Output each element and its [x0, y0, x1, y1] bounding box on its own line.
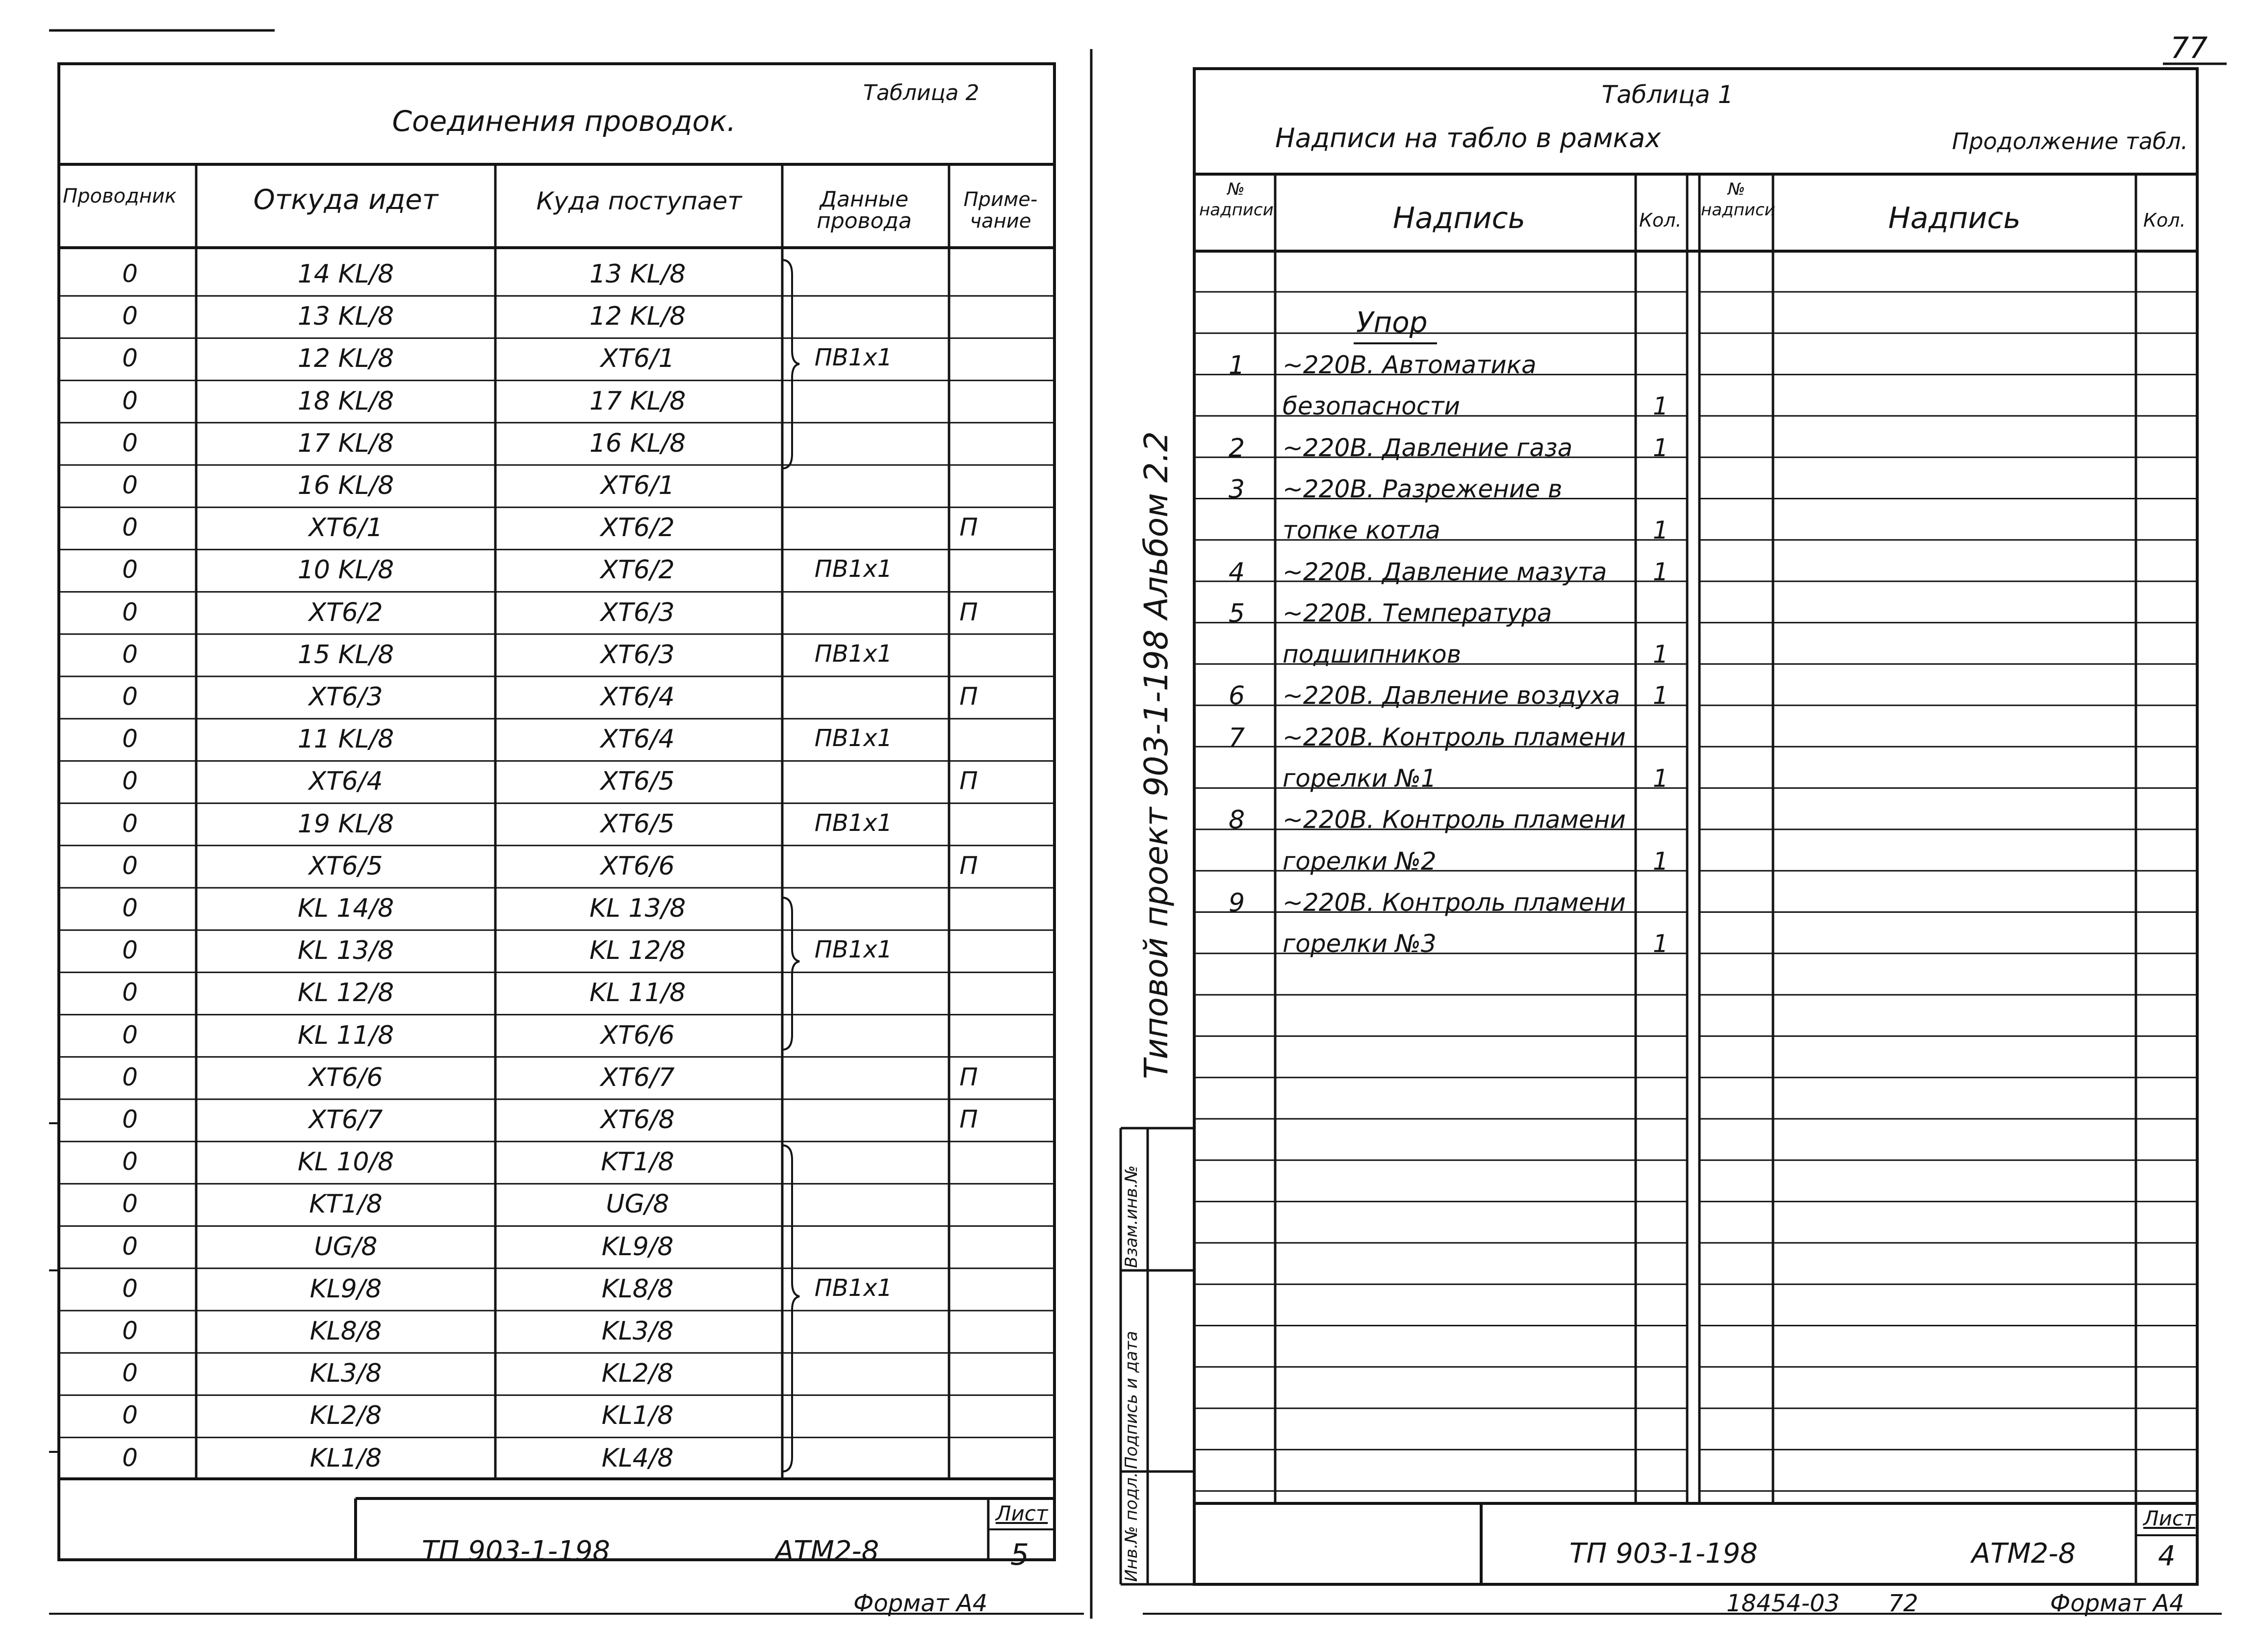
cell-wire: 0 [122, 1020, 138, 1049]
cell-wire: 0 [122, 851, 138, 880]
page-number: 77 [2170, 31, 2208, 65]
cell-from: KL 11/8 [297, 1020, 394, 1050]
cell-wire: 0 [122, 1401, 138, 1430]
cell-from: XT6/2 [308, 597, 383, 627]
cell-data: ПВ1х1 [814, 640, 893, 668]
header-from: Откуда идет [253, 184, 438, 216]
cell-wire: 0 [122, 259, 138, 288]
cell-to: KL2/8 [601, 1359, 674, 1389]
cell-from: XT6/6 [308, 1062, 383, 1092]
cell-text: подшипников [1283, 640, 1462, 669]
cell-to: XT6/4 [600, 682, 675, 712]
header-no-2: № надписи [1701, 180, 1775, 220]
stamp-code: АТМ2-8 [1972, 1538, 2076, 1570]
stamp-project: ТП 903-1-198 [422, 1535, 610, 1567]
cell-text: ~220В. Разрежение в [1283, 474, 1563, 503]
header-wire-data: Данные провода [817, 187, 912, 233]
cell-wire: 0 [122, 344, 138, 373]
cell-qty: 1 [1653, 392, 1669, 421]
cell-no: 6 [1229, 681, 1245, 711]
cell-note: П [959, 597, 978, 626]
cell-from: 12 KL/8 [297, 344, 394, 374]
cell-qty: 1 [1653, 640, 1669, 669]
cell-to: KL1/8 [601, 1401, 674, 1431]
cell-note: П [959, 1062, 978, 1091]
cell-no: 8 [1229, 805, 1245, 835]
cell-wire: 0 [122, 767, 138, 796]
cell-text: горелки №2 [1283, 847, 1437, 876]
cell-to: XT6/5 [600, 767, 675, 797]
table-label: Таблица 1 [1601, 80, 1734, 109]
cell-wire: 0 [122, 302, 138, 331]
cell-wire: 0 [122, 471, 138, 499]
cell-from: XT6/3 [308, 682, 383, 712]
cell-note: П [959, 851, 978, 880]
cell-from: KL 10/8 [297, 1147, 394, 1177]
cell-to: 16 KL/8 [589, 428, 686, 458]
cell-to: 17 KL/8 [589, 386, 686, 416]
cell-text: горелки №1 [1283, 764, 1437, 793]
margin-label-signature: Подпись и дата [1122, 1331, 1141, 1469]
cell-from: KL2/8 [309, 1401, 382, 1431]
cell-data: ПВ1х1 [814, 344, 893, 372]
cell-qty: 1 [1653, 929, 1669, 958]
cell-to: XT6/3 [600, 597, 675, 627]
cell-note: П [959, 513, 978, 542]
cell-to: XT6/1 [600, 344, 675, 374]
cell-from: KL 12/8 [297, 978, 394, 1008]
cell-wire: 0 [122, 1147, 138, 1176]
sheet-title: Соединения проводок. [392, 104, 736, 138]
cell-qty: 1 [1653, 516, 1669, 545]
cell-text: ~220В. Контроль пламени [1283, 805, 1626, 834]
cell-wire: 0 [122, 513, 138, 542]
cell-from: 10 KL/8 [297, 555, 394, 585]
cell-from: KL1/8 [309, 1443, 382, 1473]
cell-from: XT6/1 [308, 513, 383, 543]
format-label: Формат А4 [2050, 1590, 2184, 1617]
cell-from: XT6/5 [308, 851, 383, 881]
cell-no: 7 [1229, 723, 1245, 752]
cell-text: ~220В. Давление мазута [1283, 557, 1607, 586]
cell-no: 4 [1229, 557, 1245, 587]
cell-text: горелки №3 [1283, 929, 1437, 958]
cell-no: 1 [1229, 351, 1245, 380]
cell-to: KL 11/8 [589, 978, 686, 1008]
cell-from: KL8/8 [309, 1316, 382, 1346]
cell-to: KL 12/8 [589, 936, 686, 966]
cell-from: KL 13/8 [297, 936, 394, 966]
cell-to: XT6/8 [600, 1105, 675, 1135]
margin-label-replaced: Взам.инв.№ [1122, 1165, 1141, 1268]
format-label: Формат А4 [853, 1590, 988, 1617]
header-qty-2: Кол. [2143, 209, 2186, 231]
cell-no: 3 [1229, 474, 1245, 504]
cell-wire: 0 [122, 1189, 138, 1218]
cell-qty: 1 [1653, 433, 1669, 462]
header-wire: Проводник [63, 185, 177, 207]
cell-wire: 0 [122, 428, 138, 457]
cell-from: 18 KL/8 [297, 386, 394, 416]
cell-text: безопасности [1283, 392, 1460, 421]
cell-wire: 0 [122, 597, 138, 626]
cell-from: 13 KL/8 [297, 302, 394, 332]
cell-qty: 1 [1653, 764, 1669, 793]
cell-data: ПВ1х1 [814, 724, 893, 752]
cell-from: XT6/4 [308, 767, 383, 797]
cell-wire: 0 [122, 1359, 138, 1388]
cell-text: ~220В. Автоматика [1283, 351, 1537, 379]
stamp-sheet-label: Лист [2143, 1506, 2196, 1530]
cell-wire: 0 [122, 936, 138, 965]
cell-from: KT1/8 [309, 1189, 383, 1219]
cell-qty: 1 [1653, 847, 1669, 876]
cell-no: 2 [1229, 433, 1245, 463]
cell-from: 15 KL/8 [297, 640, 394, 670]
cell-wire: 0 [122, 1443, 138, 1472]
cell-note: П [959, 1105, 978, 1134]
continuation-label: Продолжение табл. [1952, 128, 2188, 155]
cell-wire: 0 [122, 1274, 138, 1303]
cell-note: П [959, 682, 978, 711]
cell-to: XT6/7 [600, 1062, 675, 1092]
cell-to: KL3/8 [601, 1316, 674, 1346]
cell-to: KL9/8 [601, 1232, 674, 1262]
archive-code: 18454-03 [1726, 1590, 1840, 1617]
stamp-sheet-number: 4 [2158, 1540, 2176, 1572]
margin-label-inv: Инв.№ подл. [1122, 1472, 1141, 1582]
stamp-project: ТП 903-1-198 [1569, 1538, 1758, 1570]
cell-to: XT6/6 [600, 1020, 675, 1050]
header-to: Куда поступает [536, 187, 742, 215]
cell-to: XT6/4 [600, 724, 675, 754]
cell-from: KL3/8 [309, 1359, 382, 1389]
cell-note: П [959, 767, 978, 796]
cell-wire: 0 [122, 640, 138, 669]
cell-wire: 0 [122, 682, 138, 711]
cell-to: 12 KL/8 [589, 302, 686, 332]
cell-from: KL9/8 [309, 1274, 382, 1304]
cell-data: ПВ1х1 [814, 936, 893, 964]
section-heading: Упор [1356, 306, 1428, 339]
cell-from: 14 KL/8 [297, 259, 394, 289]
cell-text: ~220В. Контроль пламени [1283, 723, 1626, 751]
cell-wire: 0 [122, 1316, 138, 1345]
header-text-2: Надпись [1888, 201, 2021, 235]
cell-wire: 0 [122, 1062, 138, 1091]
cell-no: 9 [1229, 888, 1245, 918]
cell-to: UG/8 [606, 1189, 669, 1219]
cell-no: 5 [1229, 598, 1245, 628]
cell-from: XT6/7 [308, 1105, 383, 1135]
cell-to: KL4/8 [601, 1443, 674, 1473]
cell-text: ~220В. Температура [1283, 598, 1552, 627]
stamp-sheet-label: Лист [996, 1501, 1048, 1525]
cell-from: 11 KL/8 [297, 724, 394, 754]
cell-from: 19 KL/8 [297, 809, 394, 839]
cell-wire: 0 [122, 978, 138, 1007]
cell-qty: 1 [1653, 681, 1669, 710]
cell-wire: 0 [122, 1232, 138, 1261]
cell-qty: 1 [1653, 557, 1669, 586]
cell-data: ПВ1х1 [814, 555, 893, 583]
stamp-sheet-number: 5 [1010, 1538, 1029, 1572]
cell-to: XT6/1 [600, 471, 675, 500]
cell-wire: 0 [122, 724, 138, 753]
cell-wire: 0 [122, 894, 138, 922]
header-text-1: Надпись [1393, 201, 1525, 235]
cell-data: ПВ1х1 [814, 809, 893, 837]
cell-to: XT6/2 [600, 555, 675, 585]
cell-text: ~220В. Давление газа [1283, 433, 1573, 462]
cell-to: KL8/8 [601, 1274, 674, 1304]
cell-text: ~220В. Давление воздуха [1283, 681, 1620, 710]
cell-from: 17 KL/8 [297, 428, 394, 458]
cell-from: UG/8 [314, 1232, 378, 1262]
cell-from: KL 14/8 [297, 894, 394, 923]
cell-text: ~220В. Контроль пламени [1283, 888, 1626, 917]
header-note: Приме-чание [963, 188, 1038, 232]
cell-wire: 0 [122, 555, 138, 584]
archive-number: 72 [1888, 1590, 1919, 1617]
header-no-1: № надписи [1199, 180, 1274, 220]
cell-to: XT6/3 [600, 640, 675, 670]
cell-from: 16 KL/8 [297, 471, 394, 500]
cell-to: KL 13/8 [589, 894, 686, 923]
cell-text: топке котла [1283, 516, 1440, 545]
cell-to: XT6/5 [600, 809, 675, 839]
table-label: Таблица 2 [863, 80, 979, 105]
cell-to: KT1/8 [601, 1147, 674, 1177]
cell-wire: 0 [122, 809, 138, 838]
cell-wire: 0 [122, 1105, 138, 1134]
stamp-code: АТМ2-8 [775, 1535, 879, 1567]
cell-to: 13 KL/8 [589, 259, 686, 289]
sheet-title: Надписи на табло в рамках [1275, 123, 1661, 154]
header-qty-1: Кол. [1639, 209, 1682, 231]
cell-to: XT6/6 [600, 851, 675, 881]
cell-to: XT6/2 [600, 513, 675, 543]
cell-wire: 0 [122, 386, 138, 415]
side-project-text: Типовой проект 903-1-198 Альбом 2.2 [1137, 431, 1175, 1079]
cell-data: ПВ1х1 [814, 1274, 893, 1302]
